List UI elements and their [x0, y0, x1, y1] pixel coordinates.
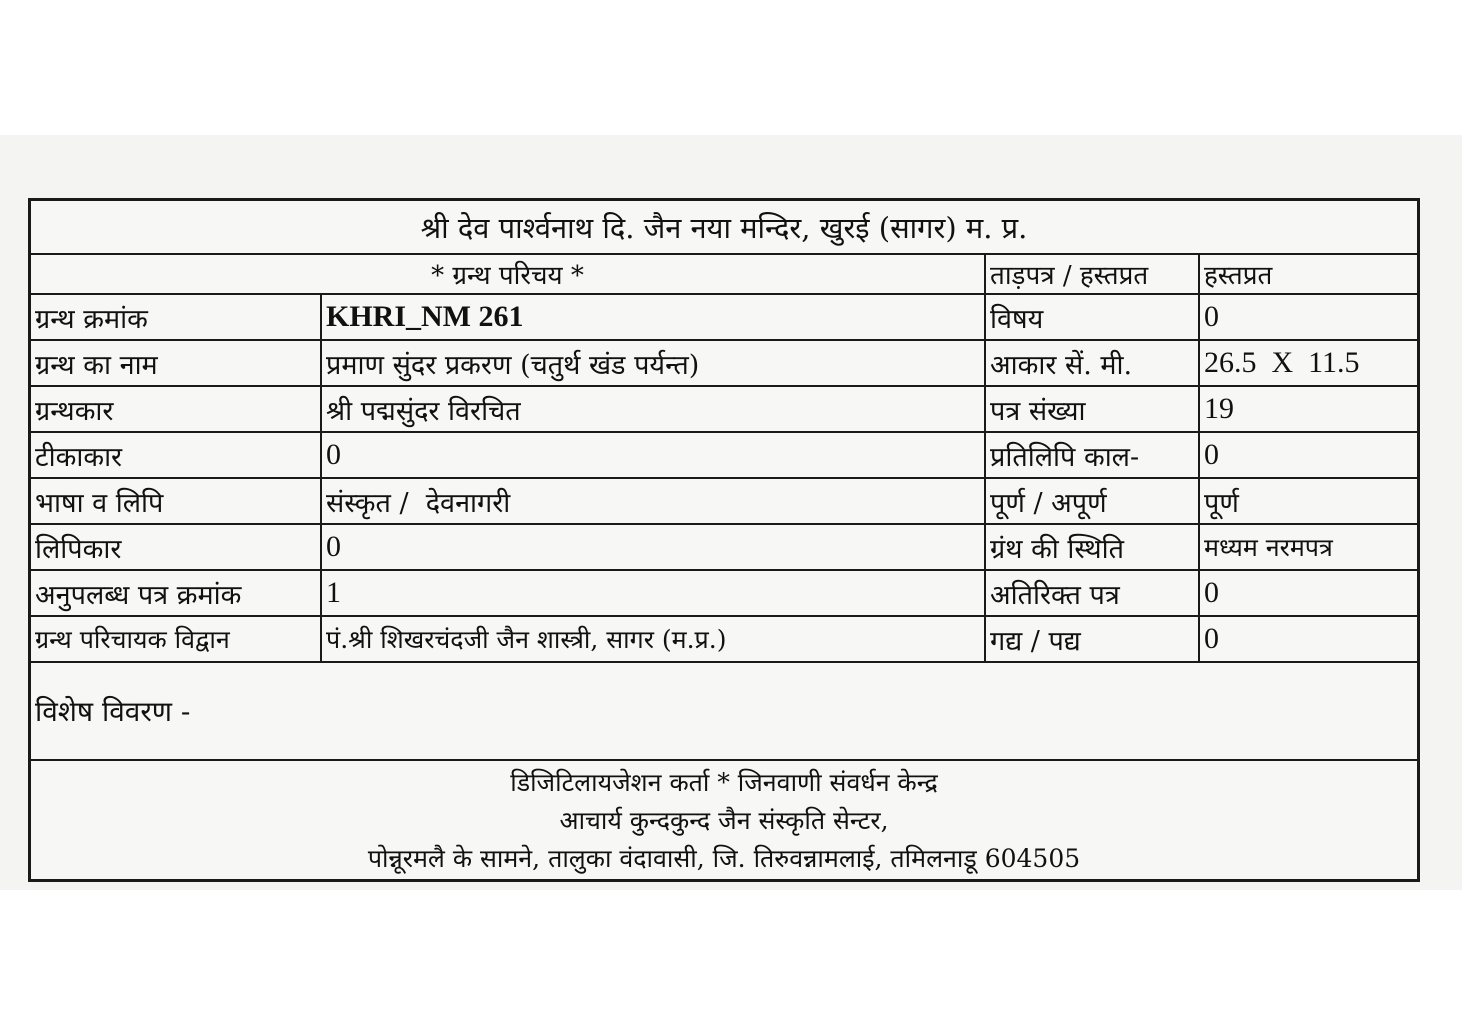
table-row [31, 616, 1417, 662]
field-value-right: 26.5 X 11.5 [1199, 340, 1417, 386]
section-row [31, 254, 1417, 294]
field-label-right: ग्रंथ की स्थिति [985, 524, 1199, 570]
field-label: लिपिकार [31, 524, 321, 570]
table-row [31, 524, 1417, 570]
field-label-right: विषय [985, 294, 1199, 340]
field-value: प्रमाण सुंदर प्रकरण (चतुर्थ खंड पर्यन्त) [321, 340, 985, 386]
field-value: 1 [321, 570, 985, 616]
table-row [31, 386, 1417, 432]
field-value-right: 0 [1199, 294, 1417, 340]
footer-line-3: पोन्नूरमलै के सामने, तालुका वंदावासी, जि. तिरुवन्नामलाई, तमिलनाडू 604505 [367, 844, 1081, 873]
medium-value: हस्तप्रत [1199, 254, 1417, 294]
field-label: भाषा व लिपि [31, 478, 321, 524]
field-value-right: 0 [1199, 432, 1417, 478]
field-label: ग्रन्थ परिचायक विद्वान [31, 616, 321, 662]
field-value: पं.श्री शिखरचंदजी जैन शास्त्री, सागर (म.प्र.) [321, 616, 985, 662]
field-label-right: पत्र संख्या [985, 386, 1199, 432]
footer-row [31, 760, 1417, 881]
digitization-footer [31, 760, 1417, 881]
table-row [31, 432, 1417, 478]
temple-title: श्री देव पार्श्वनाथ दि. जैन नया मन्दिर, खुरई (सागर) म. प्र. [31, 201, 1417, 254]
page-margin-top [0, 0, 1462, 135]
title-row [31, 201, 1417, 254]
section-heading: * ग्रन्थ परिचय * [31, 254, 985, 294]
notes-row [31, 662, 1417, 760]
table-row [31, 570, 1417, 616]
catalog-sheet [28, 198, 1420, 882]
field-value: 0 [321, 432, 985, 478]
page-margin-bottom [0, 890, 1462, 1025]
table-row [31, 340, 1417, 386]
field-label: अनुपलब्ध पत्र क्रमांक [31, 570, 321, 616]
field-label-right: पूर्ण / अपूर्ण [985, 478, 1199, 524]
special-notes-label: विशेष विवरण - [31, 662, 1417, 760]
field-value-right: 19 [1199, 386, 1417, 432]
field-value: श्री पद्मसुंदर विरचित [321, 386, 985, 432]
table-row [31, 478, 1417, 524]
field-label: ग्रन्थ का नाम [31, 340, 321, 386]
field-value: 0 [321, 524, 985, 570]
field-label-right: आकार सें. मी. [985, 340, 1199, 386]
field-value-right: मध्यम नरमपत्र [1199, 524, 1417, 570]
field-label: ग्रन्थकार [31, 386, 321, 432]
field-label: ग्रन्थ क्रमांक [31, 294, 321, 340]
table-row [31, 294, 1417, 340]
catalog-table [31, 201, 1417, 881]
field-value: संस्कृत / देवनागरी [321, 478, 985, 524]
field-label-right: प्रतिलिपि काल- [985, 432, 1199, 478]
footer-line-2: आचार्य कुन्दकुन्द जैन संस्कृति सेन्टर, [559, 806, 889, 835]
field-label-right: गद्य / पद्य [985, 616, 1199, 662]
field-label-right: अतिरिक्त पत्र [985, 570, 1199, 616]
field-value-right: 0 [1199, 616, 1417, 662]
field-value-right: पूर्ण [1199, 478, 1417, 524]
field-value-right: 0 [1199, 570, 1417, 616]
field-value: KHRI_NM 261 [321, 294, 985, 340]
field-label: टीकाकार [31, 432, 321, 478]
footer-line-1: डिजिटिलायजेशन कर्ता * जिनवाणी संवर्धन केन्द्र [510, 768, 938, 797]
medium-label: ताड़पत्र / हस्तप्रत [985, 254, 1199, 294]
